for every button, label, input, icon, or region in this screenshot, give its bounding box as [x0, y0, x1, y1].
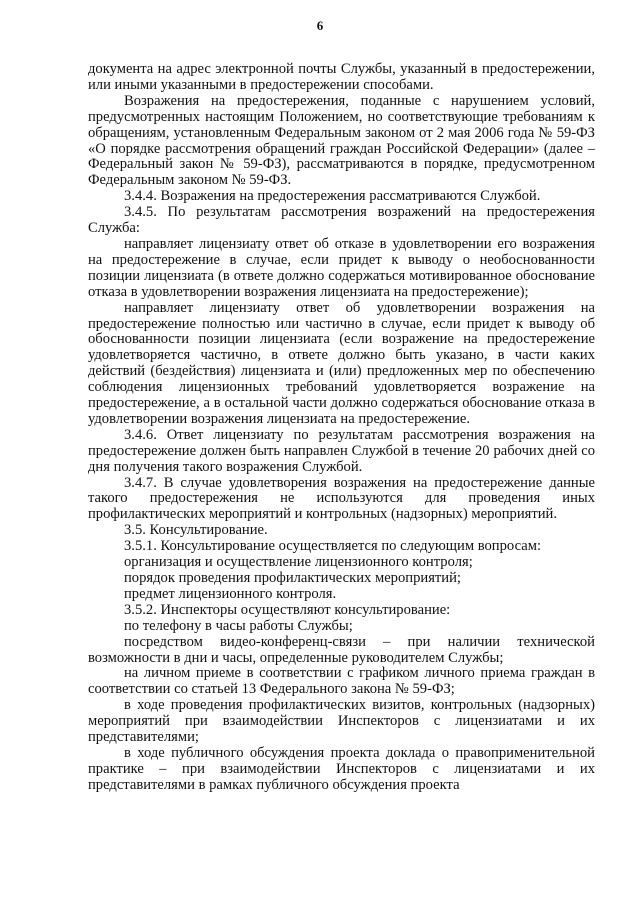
list-item-preventive-visits: в ходе проведения профилактических визитов, контрольных (надзорных) мероприятий при взаимодействии Инспекторов с лицензиатами и их представителями;: [88, 697, 595, 746]
paragraph-3-4-6: 3.4.6. Ответ лицензиату по результатам рассмотрения возражения на предостережение должен быть направлен Службой в течение 20 рабочих дней со дня получения такого возражения Службой.: [88, 426, 595, 475]
paragraph-satisfaction-response: направляет лицензиату ответ об удовлетворении возражения на предостережение полностью или частично в случае, если придет к выводу об обоснованности позиции лицензиата (если возражение на предостережение удовлетворяется частично, в ответе должно быть указано, в части каких действий (бездействия) лицензиата и (или) предложенных мер по обеспечению соблюдения лицензионных требований удовлетворяется возражение на предостережение, а в остальной части должно содержаться обоснование отказа в удовлетворении возражения лицензиата на предостережение.: [88, 299, 595, 427]
paragraph-3-4-4: 3.4.4. Возражения на предостережения рассматриваются Службой.: [124, 188, 541, 205]
paragraph-3-5-2: 3.5.2. Инспекторы осуществляют консультирование:: [124, 601, 451, 618]
paragraph-3-4-5: 3.4.5. По результатам рассмотрения возражений на предостережения Служба:: [88, 204, 595, 237]
paragraph-3-5: 3.5. Консультирование.: [124, 522, 268, 539]
list-item-organization: организация и осуществление лицензионного контроля;: [124, 554, 473, 571]
paragraph-3-4-7: 3.4.7. В случае удовлетворения возражения на предостережение данные такого предостережения не используются для проведения иных профилактических мероприятий и контрольных (надзорных) мероприятий.: [88, 474, 595, 523]
paragraph-3-5-1: 3.5.1. Консультирование осуществляется по следующим вопросам:: [124, 538, 541, 555]
list-item-subject: предмет лицензионного контроля.: [124, 585, 337, 602]
page-number: 6: [316, 18, 324, 33]
list-item-personal-reception: на личном приеме в соответствии с графиком личного приема граждан в соответствии со статьей 13 Федерального закона № 59-ФЗ;: [88, 665, 595, 698]
list-item-public-discussion: в ходе публичного обсуждения проекта доклада о правоприменительной практике – при взаимодействии Инспекторов с лицензиатами и их представителями в рамках публичного обсуждения проекта: [88, 744, 595, 793]
list-item-telephone: по телефону в часы работы Службы;: [124, 617, 353, 634]
paragraph-continuation: документа на адрес электронной почты Службы, указанный в предостережении, или иными указанными в предостережении способами.: [88, 61, 595, 93]
list-item-procedure: порядок проведения профилактических мероприятий;: [124, 570, 461, 586]
paragraph-objections-violations: Возражения на предостережения, поданные с нарушением условий, предусмотренных настоящим Положением, но соответствующие требованиям к обращениям, установленным Федеральным законом от 2 мая 2006 года № 59-ФЗ «О порядке рассмотрения обращений граждан Российской Федерации» (далее – Федеральный закон № 59-ФЗ), рассматриваются в порядке, предусмотренном Федеральным законом № 59-ФЗ.: [88, 92, 595, 189]
paragraph-refusal-response: направляет лицензиату ответ об отказе в удовлетворении его возражения на предостережение в случае, если придет к выводу о необоснованности позиции лицензиата (в ответе должно содержаться мотивированное обоснование отказа в удовлетворении возражения лицензиата на предостережение);: [88, 235, 595, 300]
document-body: [88, 62, 595, 794]
list-item-video-conference: посредством видео-конференц-связи – при наличии технической возможности в дни и часы, определенные руководителем Службы;: [88, 633, 595, 666]
